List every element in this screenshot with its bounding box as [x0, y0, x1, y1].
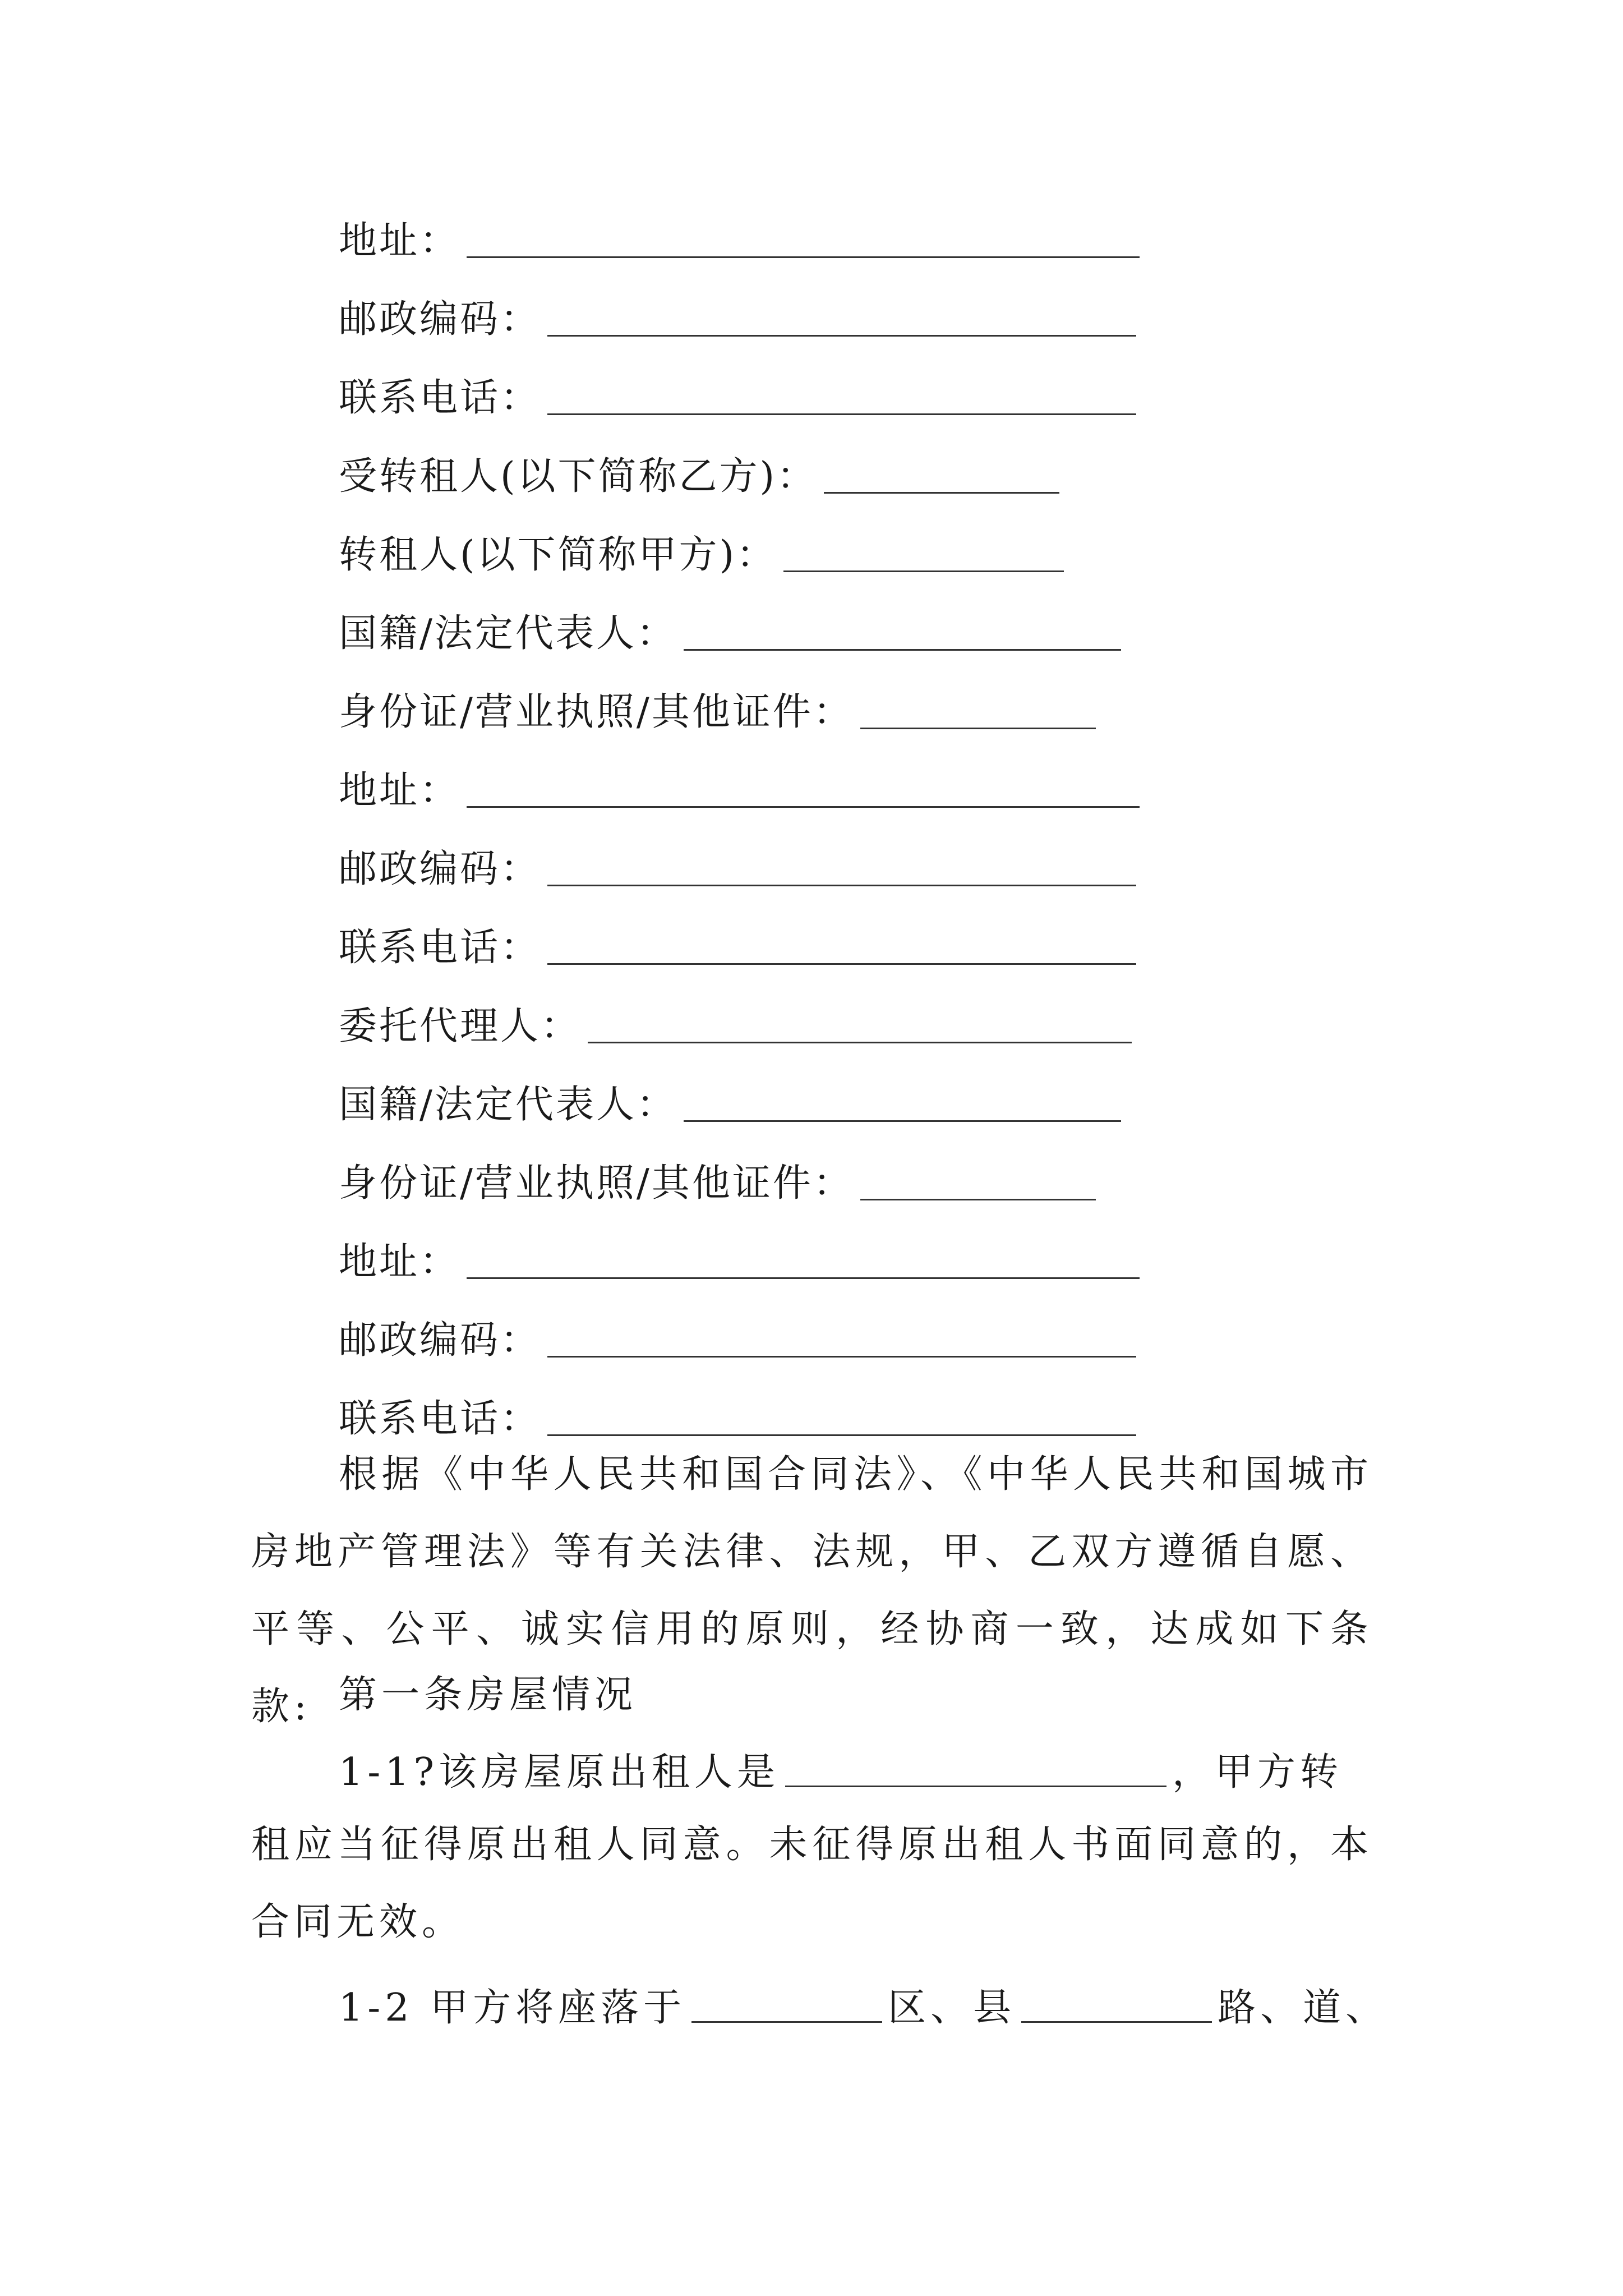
fill-blank[interactable] — [785, 1786, 1166, 1787]
nationality-field — [339, 1077, 1121, 1133]
field-label: 联系电话： — [339, 926, 541, 970]
field-label: 邮政编码： — [339, 847, 541, 891]
clause-1-2-prefix: 1-2 甲方将座落于 — [339, 1986, 686, 2030]
id-document-field — [339, 1156, 1096, 1212]
fill-blank[interactable] — [547, 413, 1136, 415]
nationality-field — [339, 606, 1121, 662]
address-field — [339, 213, 1140, 269]
fill-blank[interactable] — [1021, 2021, 1212, 2023]
fill-blank[interactable] — [467, 806, 1140, 808]
fill-blank[interactable] — [684, 649, 1121, 651]
clause-1-2-suffix: 路、道、 — [1218, 1986, 1389, 2030]
field-label: 身份证/营业执照/其他证件： — [339, 1161, 854, 1205]
fill-blank[interactable] — [860, 1199, 1096, 1200]
postcode-field — [339, 1313, 1136, 1369]
fill-blank[interactable] — [783, 570, 1064, 572]
field-label: 地址： — [339, 769, 460, 813]
fill-blank[interactable] — [547, 963, 1136, 965]
field-label: 邮政编码： — [339, 297, 541, 342]
field-label: 国籍/法定代表人： — [339, 1083, 677, 1127]
sublessee-field — [339, 449, 1059, 505]
field-label: 地址： — [339, 1240, 460, 1284]
sublessor-field — [339, 527, 1064, 583]
phone-field — [339, 370, 1136, 426]
postcode-field — [339, 292, 1136, 348]
clause-1-1-suffix: ，甲方转 — [1172, 1750, 1343, 1795]
intro-paragraph: 根据《中华人民共和国合同法》、《中华人民共和国城市房地产管理法》等有关法律、法规，甲、乙双方遵循自愿、平等、公平、诚实信用的原则，经协商一致，达成如下条款: — [251, 1452, 1373, 1729]
postcode-field — [339, 841, 1136, 898]
fill-blank[interactable] — [467, 1277, 1140, 1279]
fill-blank[interactable] — [547, 335, 1136, 337]
fill-blank[interactable] — [588, 1042, 1132, 1043]
field-label: 委托代理人： — [339, 1004, 582, 1048]
fill-blank[interactable] — [691, 2021, 882, 2023]
address-field — [339, 763, 1140, 819]
field-label: 邮政编码： — [339, 1318, 541, 1363]
agent-field — [339, 999, 1132, 1055]
section-title: 第一条房屋情况 — [339, 1673, 638, 1717]
fill-blank[interactable] — [547, 1356, 1136, 1358]
clause-1-1-rest: 租应当征得原出租人同意。未征得原出租人书面同意的，本合同无效。 — [251, 1823, 1373, 1944]
field-label: 受转租人(以下简称乙方)： — [339, 454, 818, 499]
clause-1-2-mid: 区、县 — [888, 1986, 1016, 2030]
address-field — [339, 1234, 1140, 1290]
fill-blank[interactable] — [860, 728, 1096, 729]
field-label: 国籍/法定代表人： — [339, 611, 677, 656]
field-label: 身份证/营业执照/其他证件： — [339, 690, 854, 734]
clause-1-1-first-line — [339, 1745, 1343, 1801]
fill-blank[interactable] — [824, 492, 1059, 494]
fill-blank[interactable] — [684, 1120, 1121, 1122]
field-label: 联系电话： — [339, 1397, 541, 1441]
clause-1-1-prefix: 1-1?该房屋原出租人是 — [339, 1750, 780, 1795]
id-document-field — [339, 684, 1096, 740]
phone-field — [339, 920, 1136, 976]
field-label: 联系电话： — [339, 376, 541, 420]
fill-blank[interactable] — [547, 885, 1136, 886]
field-label: 转租人(以下简称甲方)： — [339, 533, 777, 577]
field-label: 地址： — [339, 219, 460, 263]
clause-1-2-line — [339, 1980, 1388, 2036]
fill-blank[interactable] — [467, 256, 1140, 258]
